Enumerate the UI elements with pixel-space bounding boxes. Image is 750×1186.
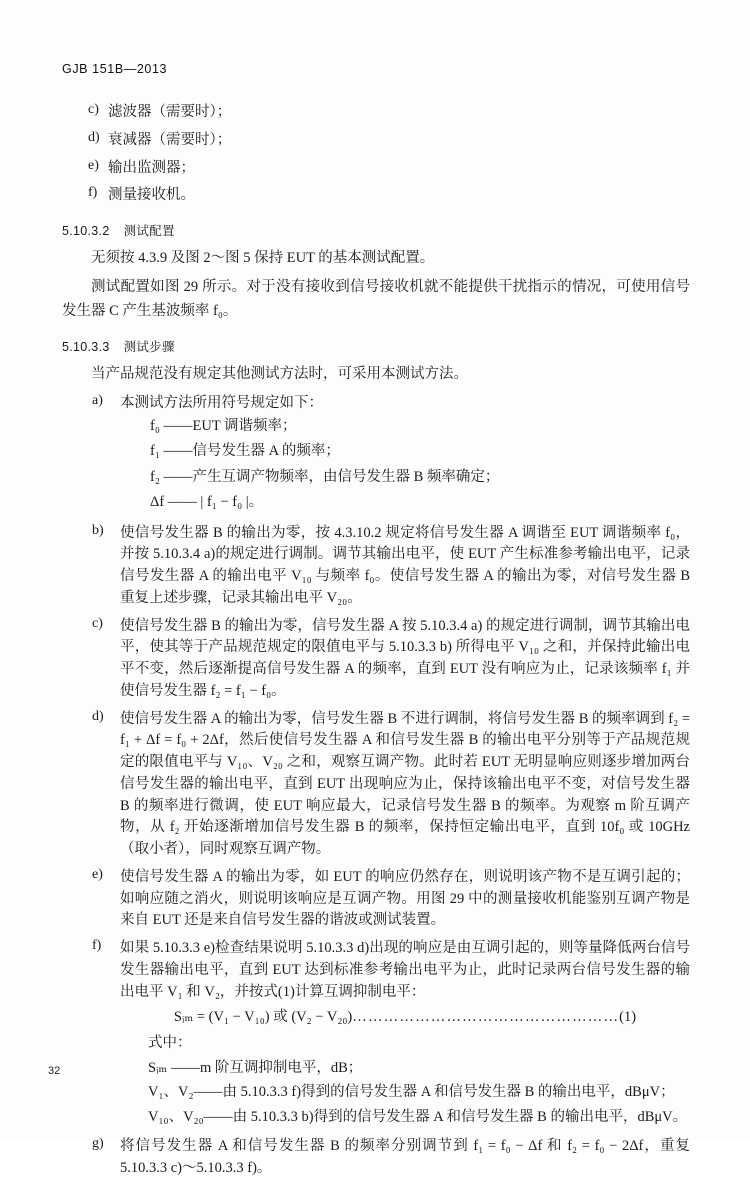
formula-line — [120, 1007, 690, 1029]
list-marker: d) — [88, 129, 100, 145]
list-text: 使信号发生器 A 的输出为零，如 EUT 的响应仍然存在，则说明该产物不是互调引起的；如响应随之消火，则说明该响应是互调产物。用图 29 中的测量接收机能鉴别互调产物是来自 EUT 还是来自信号发生器的谐波或测试装置。 — [120, 868, 690, 929]
list-text: 衰减器（需要时）； — [108, 131, 232, 148]
definition-line: V₁、V₂——由 5.10.3.3 f)得到的信号发生器 A 和信号发生器 B 的输出电平，dBμV； — [148, 1084, 675, 1101]
page-number: 32 — [48, 1065, 61, 1077]
symbol-definition: f₁ ——信号发生器 A 的频率； — [150, 443, 340, 460]
list-text: 滤波器（需要时）； — [108, 104, 232, 120]
list-marker: c) — [92, 615, 103, 631]
list-item — [62, 158, 690, 180]
list-item — [62, 185, 690, 207]
section-heading-5-10-3-3 — [62, 337, 690, 355]
document-header: GJB 151B—2013 — [62, 62, 168, 76]
procedure-list — [62, 393, 690, 1180]
list-item — [62, 102, 690, 124]
list-marker: a) — [92, 392, 103, 408]
list-item-d — [62, 709, 690, 861]
list-text: 测量接收机。 — [108, 187, 195, 204]
list-marker: c) — [88, 102, 99, 117]
list-marker: f) — [92, 938, 102, 954]
list-marker: d) — [92, 708, 104, 724]
list-item-c — [62, 616, 690, 703]
list-text — [120, 938, 690, 1130]
symbol-definition: Δf —— | f₁ − f₀ |。 — [150, 494, 264, 511]
top-list — [62, 102, 690, 207]
list-item-a — [62, 393, 690, 517]
list-text: 使信号发生器 A 的输出为零，信号发生器 B 不进行调制，将信号发生器 B 的频率调到 f₂ = f₁ + Δf = f₀ + 2Δf，然后使信号发生器 A 和信号发生器 B 的输出电平分别等于产品规范规定的限值电平与 V₁₀、V₂₀ 之和，观察互调产物。此时若 EUT 无明显响应则逐步增加两台信号发生器的输出电平，直到 EUT 出现响应为止，保持该输出电平不变，对信号发生器 B 的频率进行微调，使 EUT 响应最大，记录信号发生器 B 的频率。为观察 m 阶互调产物，从 f₂ 开始逐渐增加信号发生器 B 的频率，保持恒定输出电平，直到 10f₀ 或 10GHz（取小者），同时观察互调产物。 — [120, 710, 690, 858]
section-heading-5-10-3-2 — [62, 221, 690, 239]
paragraph: 测试配置如图 29 所示。对于没有接收到信号接收机就不能提供干扰指示的情况，可使用信号发生器 C 产生基波频率 f₀。 — [62, 279, 690, 319]
list-text — [120, 393, 690, 517]
list-item-b — [62, 523, 690, 610]
list-marker: g) — [92, 1136, 104, 1152]
definition-line: V₁₀、V₂₀——由 5.10.3.3 b)得到的信号发生器 A 和信号发生器 B 的输出电平，dBμV。 — [148, 1108, 688, 1125]
formula-number: (1) — [619, 1009, 637, 1026]
section-title: 测试步骤 — [123, 340, 175, 355]
symbol-definition: f₀ ——EUT 调谐频率； — [150, 417, 297, 434]
list-marker: b) — [92, 522, 104, 538]
list-marker: e) — [92, 866, 103, 882]
paragraph: 无须按 4.3.9 及图 2～图 5 保持 EUT 的基本测试配置。 — [91, 250, 435, 266]
list-item-e — [62, 867, 690, 932]
list-text: 使信号发生器 B 的输出为零，按 4.3.10.2 规定将信号发生器 A 调谐至 EUT 调谐频率 f₀，并按 5.10.3.4 a)的规定进行调制。调节其输出电平，使 EUT 产生标准参考输出电平，记录信号发生器 A 的输出电平 V₁₀ 与频率 f₀。使信号发生器 A 的输出为零，对信号发生器 B 重复上述步骤，记录其输出电平 V₂₀。 — [120, 524, 690, 606]
where-label: 式中： — [148, 1035, 192, 1052]
list-text: 将信号发生器 A 和信号发生器 B 的频率分别调节到 f₁ = f₀ − Δf 和 f₂ = f₀ − 2Δf，重复 5.10.3.3 c)～5.10.3.3 f)。 — [120, 1138, 690, 1177]
symbol-definition: f₂ ——产生互调产物频率，由信号发生器 B 频率确定； — [150, 468, 500, 485]
list-item-g — [62, 1136, 690, 1180]
section-number: 5.10.3.2 — [62, 224, 110, 238]
definition-line: Sᵢₘ ——m 阶互调抑制电平，dB； — [148, 1059, 363, 1076]
list-text: 输出监测器； — [108, 159, 195, 176]
item-text: 如果 5.10.3.3 e)检查结果说明 5.10.3.3 d)出现的响应是由互调引起的，则等量降低两台信号发生器输出电平，直到 EUT 达到标准参考输出电平为止，此时记录两台信号发生器的输出电平 V₁ 和 V₂，并按式(1)计算互调抑制电平： — [120, 940, 690, 1000]
list-item-f — [62, 938, 690, 1130]
list-marker: f) — [88, 185, 98, 201]
formula-leader: …………………………………………… — [352, 1009, 620, 1026]
section-number: 5.10.3.3 — [62, 340, 110, 355]
list-marker: e) — [88, 157, 99, 173]
list-text: 使信号发生器 B 的输出为零，信号发生器 A 按 5.10.3.4 a) 的规定进行调制，调节其输出电平，使其等于产品规范规定的限值电平与 5.10.3.3 b) 所得电平 V₁₀ 之和，并保持此输出电平不变，然后逐渐提高信号发生器 A 的频率，直到 EUT 没有响应为止，记录该频率 f₁ 并使信号发生器 f₂ = f₁ − f₀。 — [120, 617, 690, 699]
page-content — [62, 62, 690, 1186]
item-lead: 本测试方法所用符号规定如下： — [120, 394, 323, 411]
formula-expression: Sᵢₘ = (V₁ − V₁₀) 或 (V₂ − V₂₀) — [173, 1009, 353, 1026]
list-item — [62, 130, 690, 152]
paragraph: 当产品规范没有规定其他测试方法时，可采用本测试方法。 — [91, 366, 468, 383]
section-title: 测试配置 — [123, 224, 175, 238]
